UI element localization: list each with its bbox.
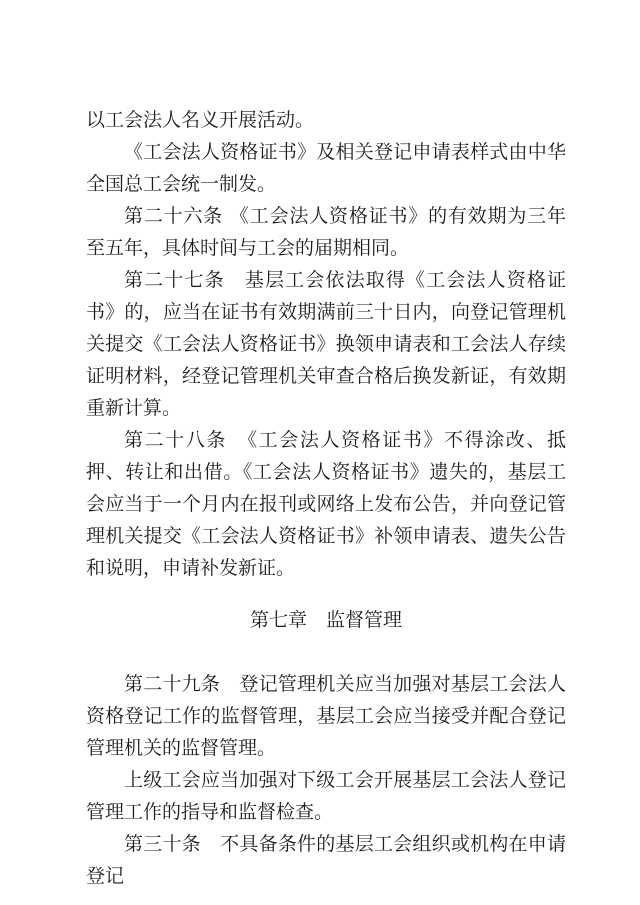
paragraph-article-27: 第二十七条 基层工会依法取得《工会法人资格证书》的，应当在证书有效期满前三十日内，向登记管理机关提交《工会法人资格证书》换领申请表和工会法人存续证明材料，经登记管理机关审查合格后换发新证，有效期重新计算。 bbox=[86, 269, 566, 419]
document-body bbox=[86, 104, 566, 892]
paragraph-article-26: 第二十六条 《工会法人资格证书》的有效期为三年至五年，具体时间与工会的届期相同。 bbox=[86, 205, 566, 259]
paragraph-supervision: 上级工会应当加强对下级工会开展基层工会法人登记管理工作的指导和监督检查。 bbox=[86, 769, 566, 823]
chapter-title: 第七章 监督管理 bbox=[249, 609, 402, 631]
paragraph-certificate-format: 《工会法人资格证书》及相关登记申请表样式由中华全国总工会统一制发。 bbox=[86, 141, 566, 195]
paragraph-article-30: 第三十条 不具备条件的基层工会组织或机构在申请登记 bbox=[86, 833, 566, 887]
paragraph-continuation: 以工会法人名义开展活动。 bbox=[86, 109, 315, 131]
paragraph-article-29: 第二十九条 登记管理机关应当加强对基层工会法人资格登记工作的监督管理，基层工会应当接受并配合登记管理机关的监督管理。 bbox=[86, 673, 566, 759]
paragraph-article-28: 第二十八条 《工会法人资格证书》不得涂改、抵押、转让和出借。《工会法人资格证书》遗失的，基层工会应当于一个月内在报刊或网络上发布公告，并向登记管理机关提交《工会法人资格证书》补领申请表、遗失公告和说明，申请补发新证。 bbox=[86, 429, 566, 579]
